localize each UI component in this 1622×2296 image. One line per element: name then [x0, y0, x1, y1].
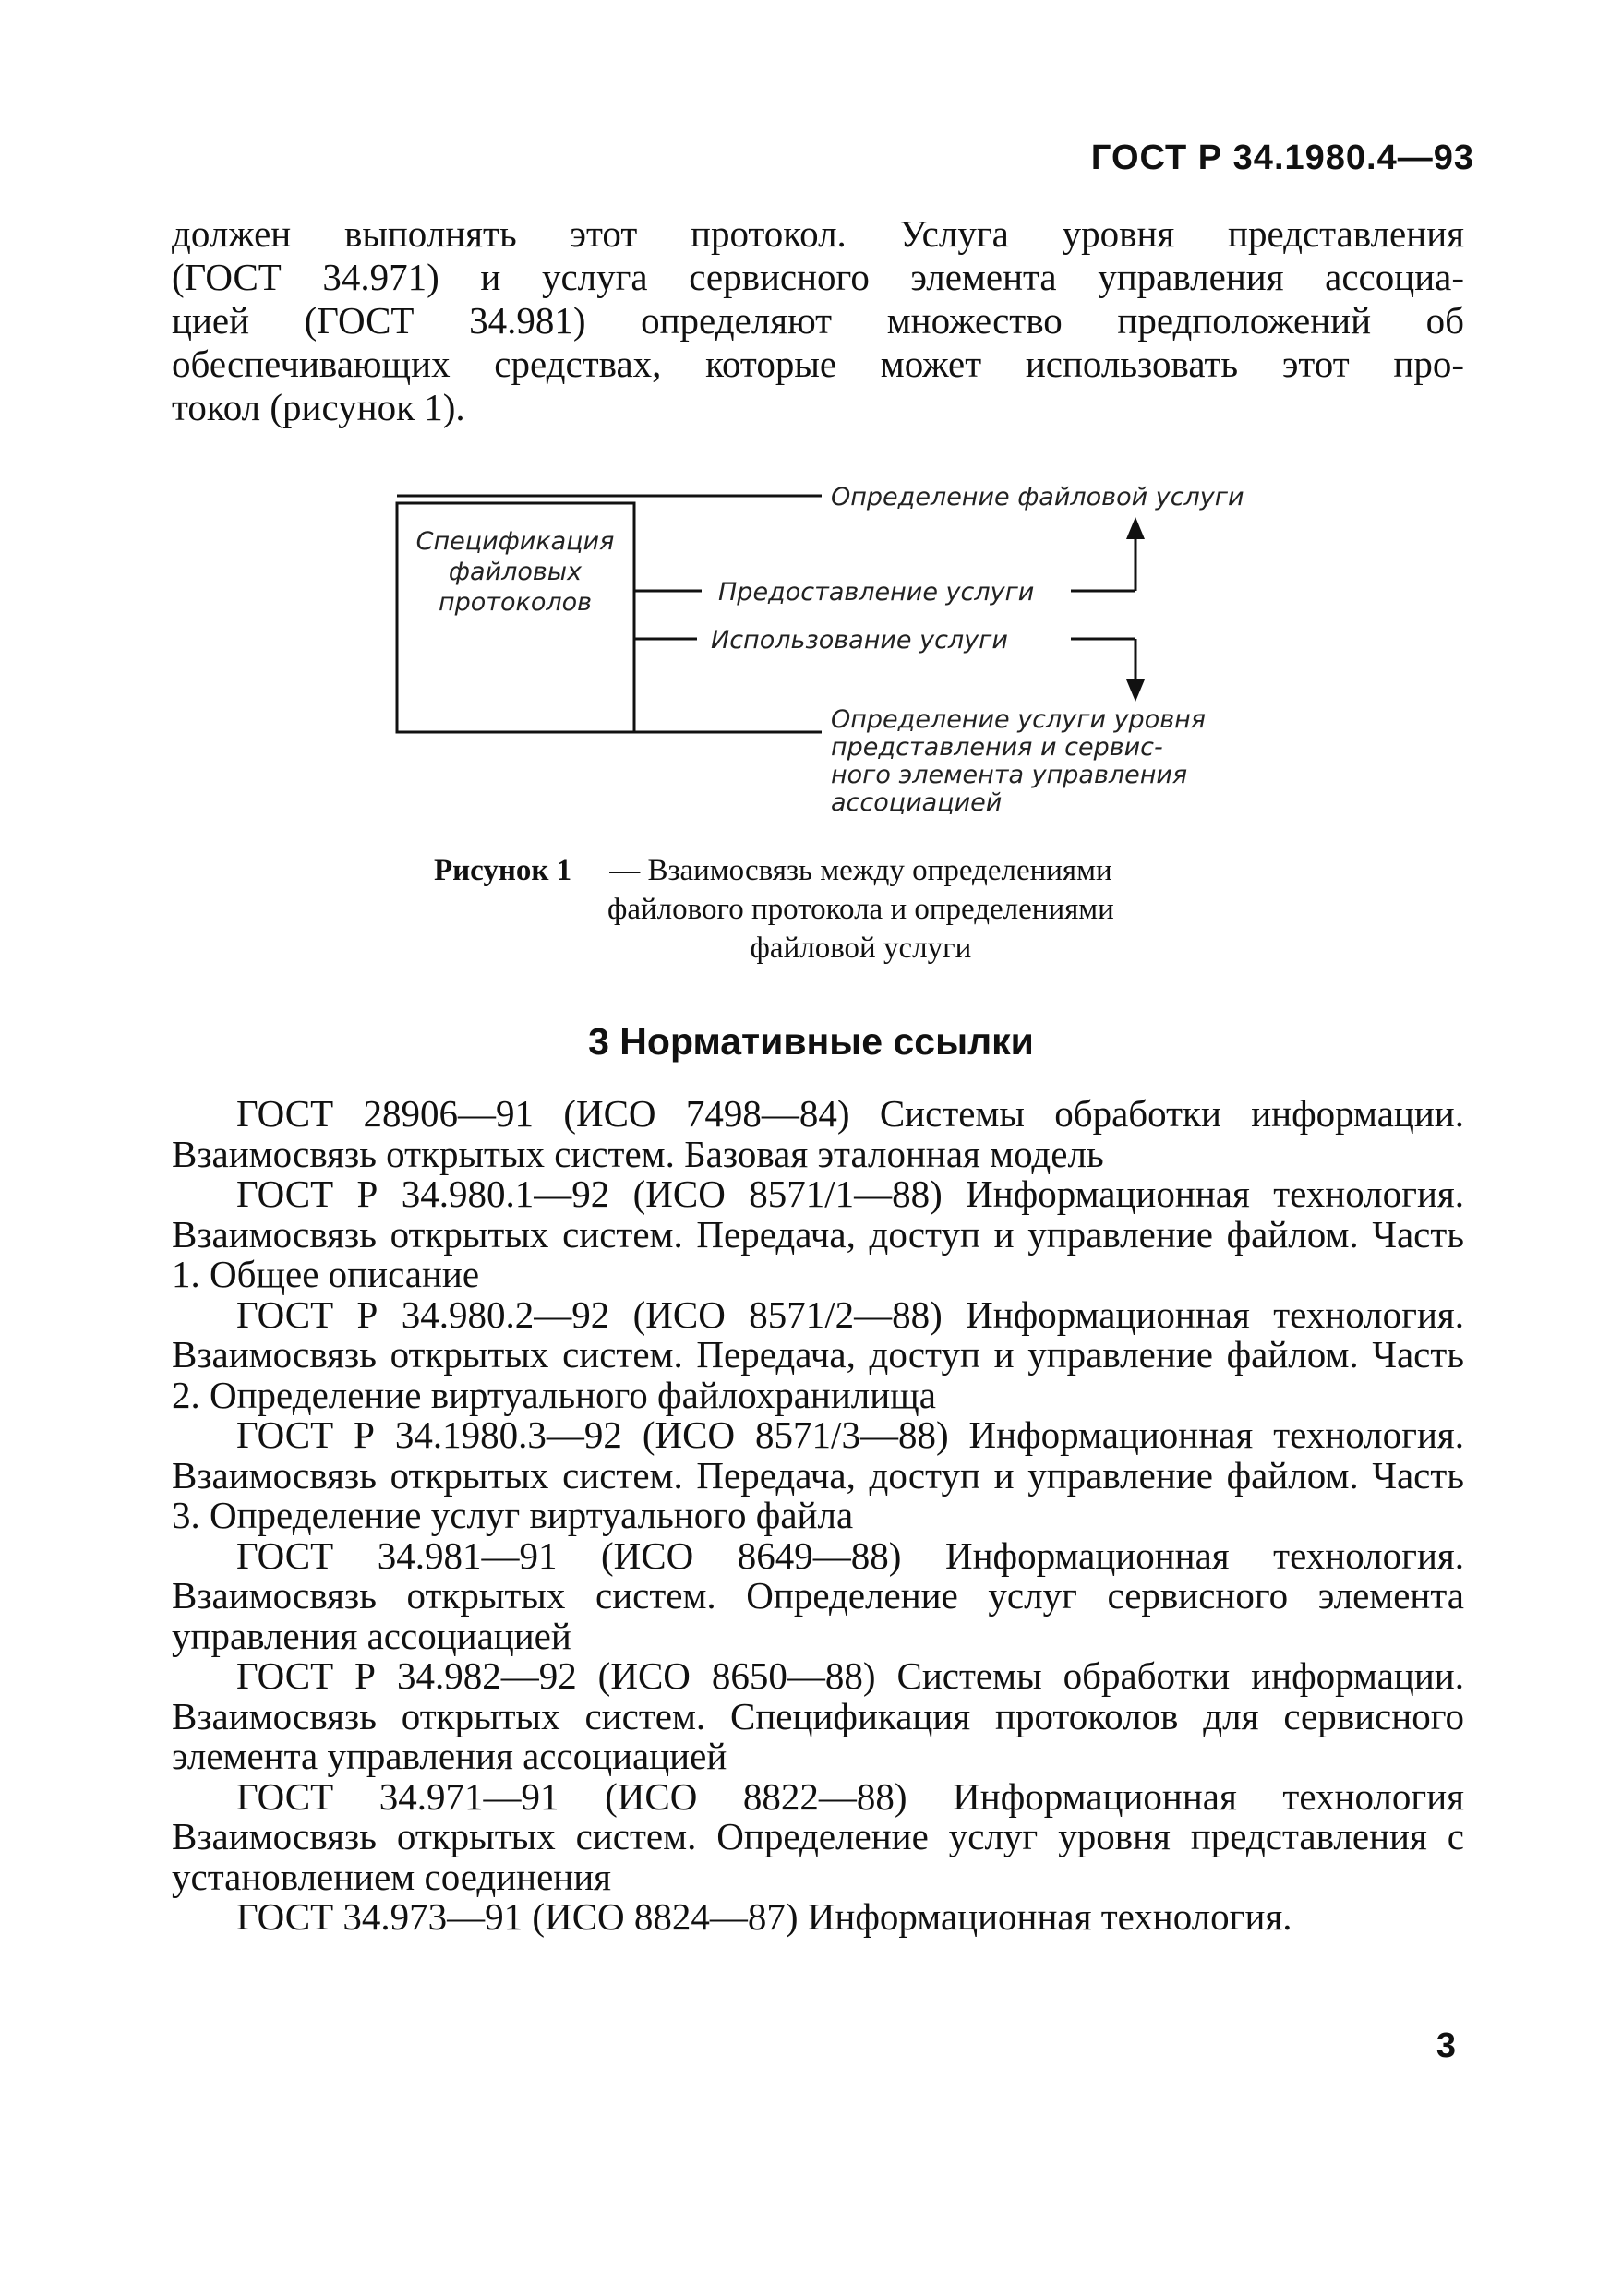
reference-item: ГОСТ Р 34.980.2—92 (ИСО 8571/2—88) Информационная технология. Взаимосвязь открытых систем. Передача, доступ и управление файлом. Часть 2. Определение виртуального файлохранилища: [172, 1292, 1464, 1416]
caption-text: — Взаимосвязь между определениями файлового протокола и определениями файловой услуги: [607, 854, 1114, 965]
document-id: ГОСТ Р 34.1980.4—93: [1090, 138, 1474, 177]
bottom-label-line: ного элемента управления: [831, 761, 1188, 789]
box-label-line: протоколов: [438, 588, 593, 617]
caption-label: Рисунок 1: [434, 854, 572, 887]
top-label: Определение файловой услуги: [831, 483, 1244, 511]
reference-item: ГОСТ 28906—91 (ИСО 7498—84) Системы обработки информации. Взаимосвязь открытых систем. Базовая эталонная модель: [172, 1092, 1464, 1175]
intro-line: обеспечивающих средствах, которые может использовать этот про-: [172, 343, 1464, 385]
box-label-line: Спецификация: [415, 527, 615, 556]
usage-label: Использование услуги: [711, 626, 1008, 655]
intro-line: должен выполнять этот протокол. Услуга уровня представления: [172, 212, 1464, 255]
intro-line: цией (ГОСТ 34.981) определяют множество предположений об: [172, 299, 1464, 342]
reference-item: ГОСТ 34.973—91 (ИСО 8824—87) Информационная технология.: [236, 1895, 1292, 1938]
provision-label: Предоставление услуги: [718, 578, 1035, 607]
figure-1-diagram: [388, 480, 1274, 831]
intro-line: токол (рисунок 1).: [172, 386, 465, 428]
reference-item: ГОСТ Р 34.982—92 (ИСО 8650—88) Системы обработки информации. Взаимосвязь открытых систем. Спецификация протоколов для сервисного элемента управления ассоциацией: [172, 1654, 1464, 1777]
bottom-label-line: ассоциацией: [831, 788, 1003, 817]
box-label-line: файловых: [448, 558, 583, 586]
intro-line: (ГОСТ 34.971) и услуга сервисного элемента управления ассоциа-: [172, 256, 1464, 298]
diagram-svg: [388, 480, 1274, 831]
reference-item: ГОСТ 34.971—91 (ИСО 8822—88) Информационная технология Взаимосвязь открытых систем. Определение услуг уровня представления с установлением соединения: [172, 1774, 1464, 1898]
page-number: 3: [1436, 2026, 1456, 2065]
bottom-label-line: Определение услуги уровня: [831, 705, 1207, 734]
reference-item: ГОСТ Р 34.980.1—92 (ИСО 8571/1—88) Информационная технология. Взаимосвязь открытых систем. Передача, доступ и управление файлом. Часть 1. Общее описание: [172, 1172, 1464, 1295]
reference-item: ГОСТ 34.981—91 (ИСО 8649—88) Информационная технология. Взаимосвязь открытых систем. Определение услуг сервисного элемента управления ассоциацией: [172, 1533, 1464, 1657]
bottom-label-line: представления и сервис-: [831, 733, 1163, 762]
up-arrow-icon: [1126, 517, 1145, 539]
section-heading: 3 Нормативные ссылки: [588, 1020, 1034, 1063]
references-list: [172, 1094, 1464, 1938]
reference-item: ГОСТ Р 34.1980.3—92 (ИСО 8571/3—88) Информационная технология. Взаимосвязь открытых систем. Передача, доступ и управление файлом. Часть 3. Определение услуг виртуального файла: [172, 1413, 1464, 1536]
figure-caption: [434, 851, 1283, 968]
intro-paragraph: [172, 212, 1464, 429]
down-arrow-icon: [1126, 679, 1145, 702]
